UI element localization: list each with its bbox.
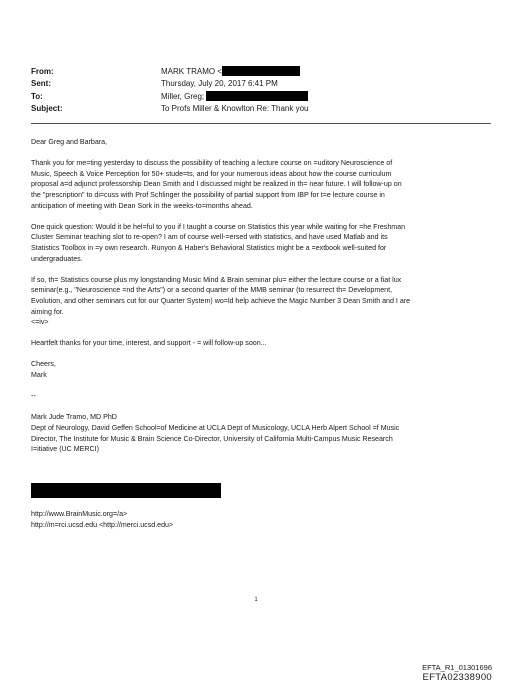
subject-row	[31, 103, 491, 115]
footer-id-2: EFTA02338900	[422, 671, 492, 683]
redaction-block	[31, 483, 221, 498]
subject-value: To Profs Miller & Knowlton Re: Thank you	[161, 103, 309, 113]
body-paragraph-4: Heartfelt thanks for your time, interest, and support - = will follow-up soon...	[31, 339, 267, 348]
signature-links: http://www.BrainMusic.org=/a> http://m=rci.ucsd.edu <http://merci.ucsd.edu>	[31, 510, 174, 529]
body-paragraph-2: One quick question: Would it be hel=ful to you if I taught a course on Statistics this year while waiting for =he Freshman Cluster Seminar teaching slot to re-open? I am of course well-=ersed with statistics, and have used Matlab and its Statistics Toolbox in =y own research. Runyon & Haber's Behavioral Statistics might be a =extbook well-suited for undergraduates.	[31, 222, 406, 263]
body-paragraph-3: If so, th= Statistics course plus my longstanding Music Mind & Brain seminar plu= either the lecture course or a fiat lux seminar(e.g., "Neuroscience =nd the Arts") or a second quarter of the MMB seminar (to resurrect th= Development, Evolution, and other seminars cut for our Quarter System) wo=ld help achieve the Magic Number 3 Dean Smith and I are aiming for. <=iv>	[31, 275, 411, 327]
signature-affiliation: Dept of Neurology, David Geffen School=of Medicine at UCLA Dept of Musicology, UCLA Herb Alpert School =f Music Director, The Institute for Music & Brain Science Co-Director, University of California Multi-Campus Music Research I=itiative (UC MERCI)	[31, 424, 400, 454]
header-divider	[31, 123, 491, 124]
redaction-block	[222, 66, 300, 76]
redaction-block	[206, 91, 308, 101]
document-footer	[422, 663, 492, 682]
from-row	[31, 66, 491, 78]
signature-separator: --	[31, 392, 36, 401]
email-header	[31, 66, 491, 115]
to-label: To:	[31, 91, 43, 101]
from-value: MARK TRAMO <	[161, 67, 222, 76]
sent-row	[31, 78, 491, 90]
sent-value: Thursday, July 20, 2017 6:41 PM	[161, 79, 278, 89]
to-value: Miller, Greg;	[161, 91, 205, 101]
closing: Cheers, Mark	[31, 360, 56, 380]
salutation: Dear Greg and Barbara,	[31, 138, 108, 146]
from-label: From:	[31, 67, 54, 76]
email-body	[31, 137, 493, 455]
body-paragraph-1: Thank you for me=ting yesterday to discuss the possibility of teaching a lecture course on =uditory Neuroscience of Music, Speech & Voice Perception for 50+ stude=ts, and for your numerous ideas about how the course curriculum proposal a=d adjunct professorship Dean Smith and I discussed might be realized in th= near future. I will follow-up on the "prescription" to di=cuss with Prof Schlinger the possibility of partial support from IBP for t=e lecture course in anticipation of meeting with Dean Sork in the weeks-to=months ahead.	[31, 159, 402, 210]
subject-label: Subject:	[31, 103, 63, 113]
footer-id-1: EFTA_R1_01301696	[422, 663, 492, 672]
sent-label: Sent:	[31, 79, 51, 89]
signature-name: Mark Jude Tramo, MD PhD	[31, 413, 117, 422]
page-number: 1	[254, 597, 258, 603]
to-row	[31, 91, 491, 103]
